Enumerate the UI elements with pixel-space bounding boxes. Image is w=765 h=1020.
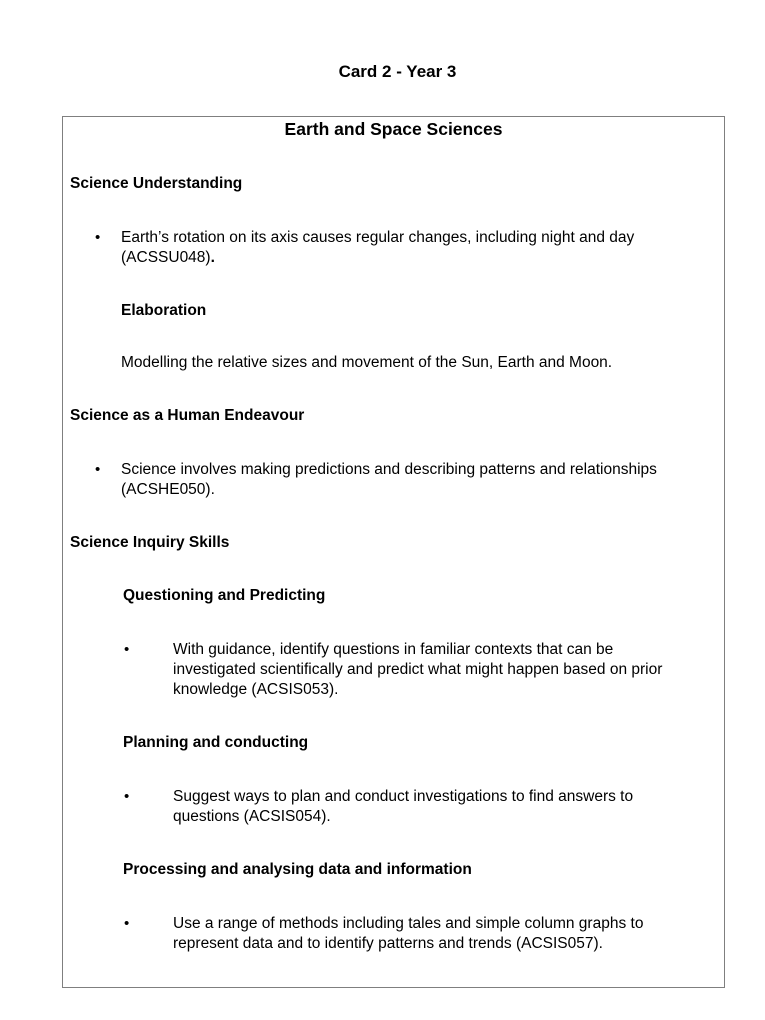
science-understanding-heading: Science Understanding — [70, 175, 243, 192]
bullet-icon: • — [95, 461, 101, 478]
planning-line-1: Suggest ways to plan and conduct investigations to find answers to — [173, 788, 634, 805]
bullet-icon: • — [124, 915, 130, 932]
questioning-line-3: knowledge (ACSIS053). — [173, 681, 339, 698]
endeavour-bullet-line-2: (ACSHE050). — [121, 481, 215, 498]
understanding-bullet-line-1: Earth’s rotation on its axis causes regular changes, including night and day — [121, 229, 635, 246]
bullet-icon: • — [124, 788, 130, 805]
understanding-period: . — [210, 249, 215, 266]
planning-heading: Planning and conducting — [123, 734, 309, 751]
planning-line-2: questions (ACSIS054). — [173, 808, 331, 825]
processing-heading: Processing and analysing data and information — [123, 861, 472, 878]
processing-line-1: Use a range of methods including tales and simple column graphs to — [173, 915, 644, 932]
questioning-line-1: With guidance, identify questions in familiar contexts that can be — [173, 641, 614, 658]
elaboration-text: Modelling the relative sizes and movement of the Sun, Earth and Moon. — [121, 354, 613, 371]
bullet-icon: • — [95, 229, 101, 246]
human-endeavour-heading: Science as a Human Endeavour — [70, 407, 305, 424]
bullet-icon: • — [124, 641, 130, 658]
section-title: Earth and Space Sciences — [284, 119, 503, 139]
understanding-bullet-line-2 — [121, 248, 215, 268]
processing-line-2: represent data and to identify patterns and trends (ACSIS057). — [173, 935, 603, 952]
questioning-line-2: investigated scientifically and predict what might happen based on prior — [173, 661, 663, 678]
understanding-code: (ACSSU048) — [121, 249, 211, 266]
questioning-heading: Questioning and Predicting — [123, 587, 326, 604]
elaboration-heading: Elaboration — [121, 302, 207, 319]
endeavour-bullet-line-1: Science involves making predictions and describing patterns and relationships — [121, 461, 657, 478]
inquiry-skills-heading: Science Inquiry Skills — [70, 534, 230, 551]
card-title: Card 2 - Year 3 — [338, 62, 457, 81]
